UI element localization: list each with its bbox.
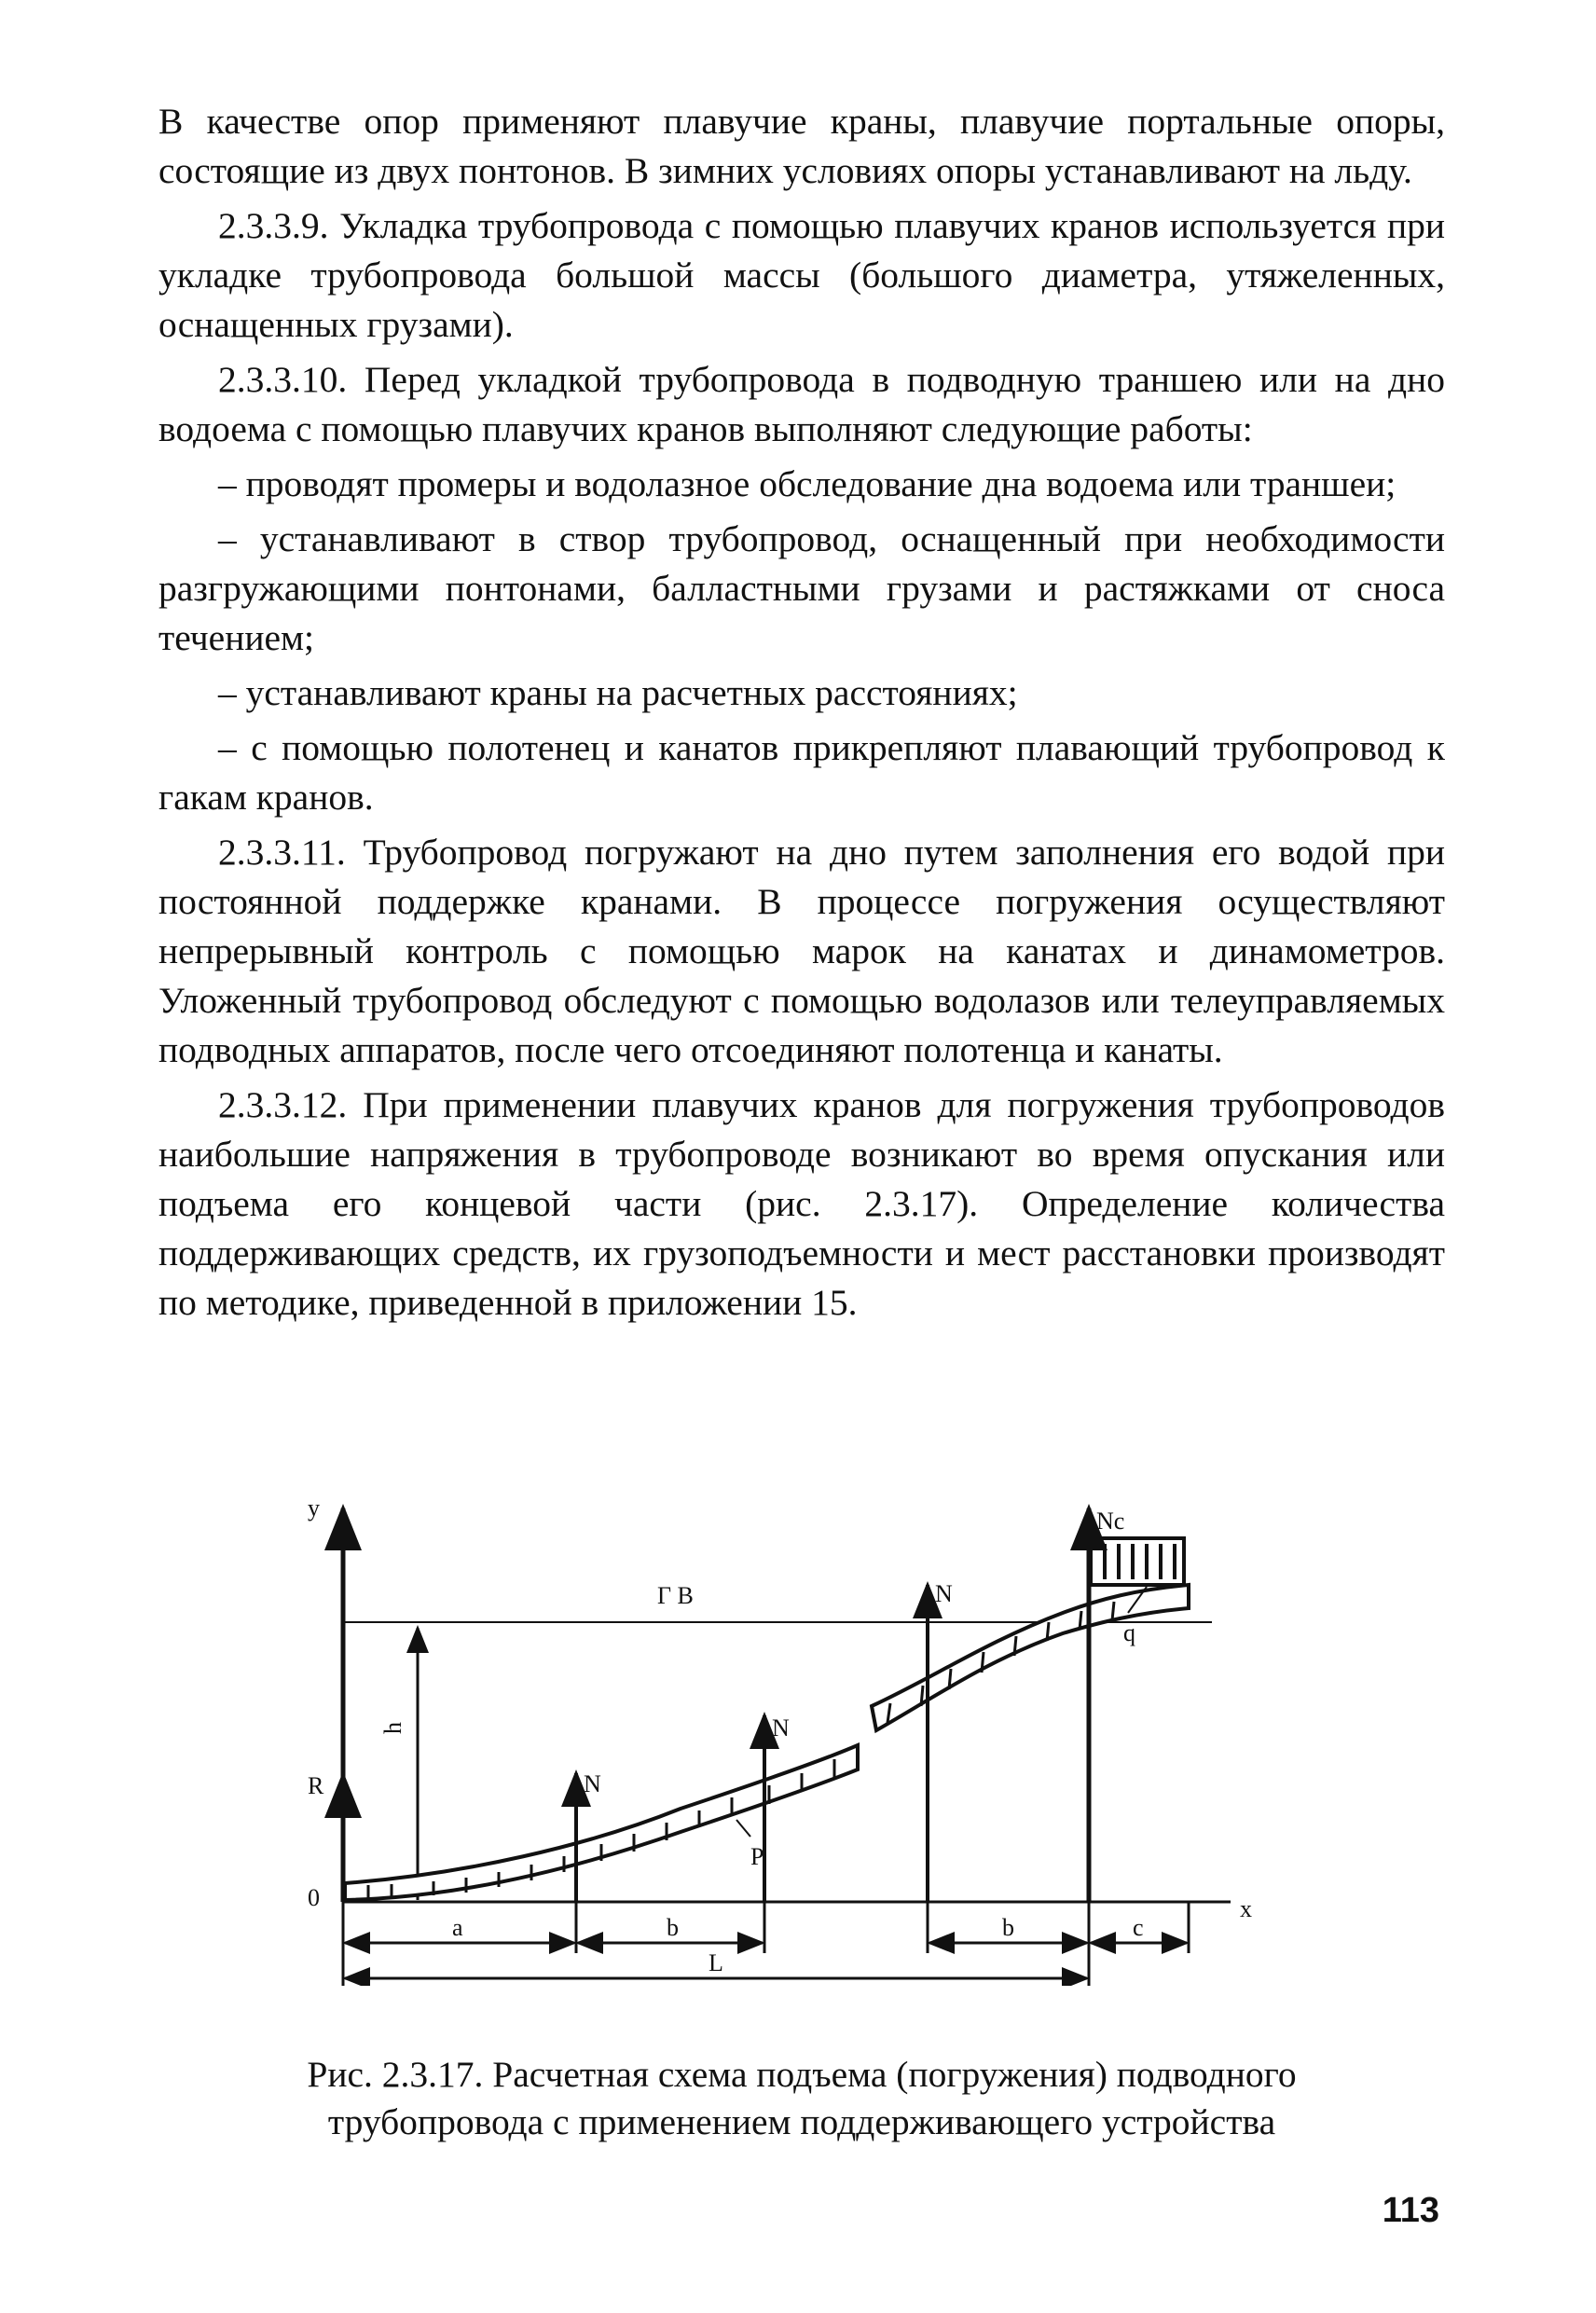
list-item: – с помощью полотенец и канатов прикрепляют плавающий трубопровод к гакам кранов. (158, 727, 1445, 818)
support-force-nc-label: Nc (1096, 1508, 1125, 1535)
paragraph: 2.3.3.9. Укладка трубопровода с помощью плавучих кранов используется при укладке трубопровода большой массы (большого диаметра, утяжеленных, оснащенных грузами). (158, 205, 1445, 345)
load-q-label: q (1123, 1619, 1135, 1646)
pipeline-upper (872, 1585, 1189, 1730)
support-force-n1-label: N (584, 1770, 601, 1797)
dim-c-label: c (1133, 1914, 1144, 1941)
support-force-n3-label: N (935, 1580, 953, 1607)
y-axis-label: y (308, 1494, 320, 1521)
x-axis-label: x (1240, 1895, 1252, 1922)
water-level-label: Г В (657, 1582, 694, 1609)
pipeline-diagram (280, 1482, 1324, 1986)
body-text (158, 97, 1445, 1333)
figure-pipeline-scheme (280, 1482, 1324, 1986)
origin-label: 0 (308, 1884, 320, 1911)
weight-p-pointer (736, 1820, 750, 1837)
dim-a-label: a (452, 1914, 463, 1941)
list-item: – проводят промеры и водолазное обследование дна водоема или траншеи; (218, 463, 1396, 504)
caption-line-1: Рис. 2.3.17. Расчетная схема подъема (погружения) подводного (307, 2054, 1297, 2095)
height-h-label: h (379, 1722, 406, 1734)
paragraph: 2.3.3.12. При применении плавучих кранов для погружения трубопроводов наибольшие напряжения в трубопроводе возникают во время опускания или подъема его концевой части (рис. 2.3.17). Определение количества поддерживающих средств, их грузоподъемности и мест расстановки производят по методике, приведенной в приложении 15. (158, 1084, 1445, 1323)
paragraph: 2.3.3.11. Трубопровод погружают на дно путем заполнения его водой при постоянной поддержке кранами. В процессе погружения осуществляют непрерывный контроль с помощью марок на канатах и динамометров. Уложенный трубопровод обследуют с помощью водолазов или телеуправляемых подводных аппаратов, после чего отсоединяют полотенца и канаты. (158, 832, 1445, 1070)
reaction-r-label: R (308, 1772, 324, 1799)
dim-b1-label: b (667, 1914, 679, 1941)
dim-l-label: L (709, 1949, 723, 1976)
weight-p-label: P (750, 1843, 764, 1870)
paragraph: В качестве опор применяют плавучие краны, плавучие портальные опоры, состоящие из двух понтонов. В зимних условиях опоры устанавливают на льду. (158, 101, 1445, 191)
caption-line-2: трубопровода с применением поддерживающего устройства (327, 2101, 1276, 2142)
list-item: – устанавливают в створ трубопровод, оснащенный при необходимости разгружающими понтонами, балластными грузами и растяжками от сноса течением; (158, 518, 1445, 658)
dimension-lines (343, 1902, 1189, 1986)
distributed-load-upper (887, 1602, 1114, 1723)
page-number: 113 (1382, 2191, 1439, 2230)
dim-b2-label: b (1002, 1914, 1014, 1941)
support-force-n2-label: N (772, 1714, 790, 1742)
list-item: – устанавливают краны на расчетных расстояниях; (218, 672, 1018, 713)
paragraph: 2.3.3.10. Перед укладкой трубопровода в подводную траншею или на дно водоема с помощью плавучих кранов выполняют следующие работы: (158, 359, 1445, 449)
figure-caption (158, 2051, 1445, 2146)
pipeline-lower (345, 1745, 858, 1900)
